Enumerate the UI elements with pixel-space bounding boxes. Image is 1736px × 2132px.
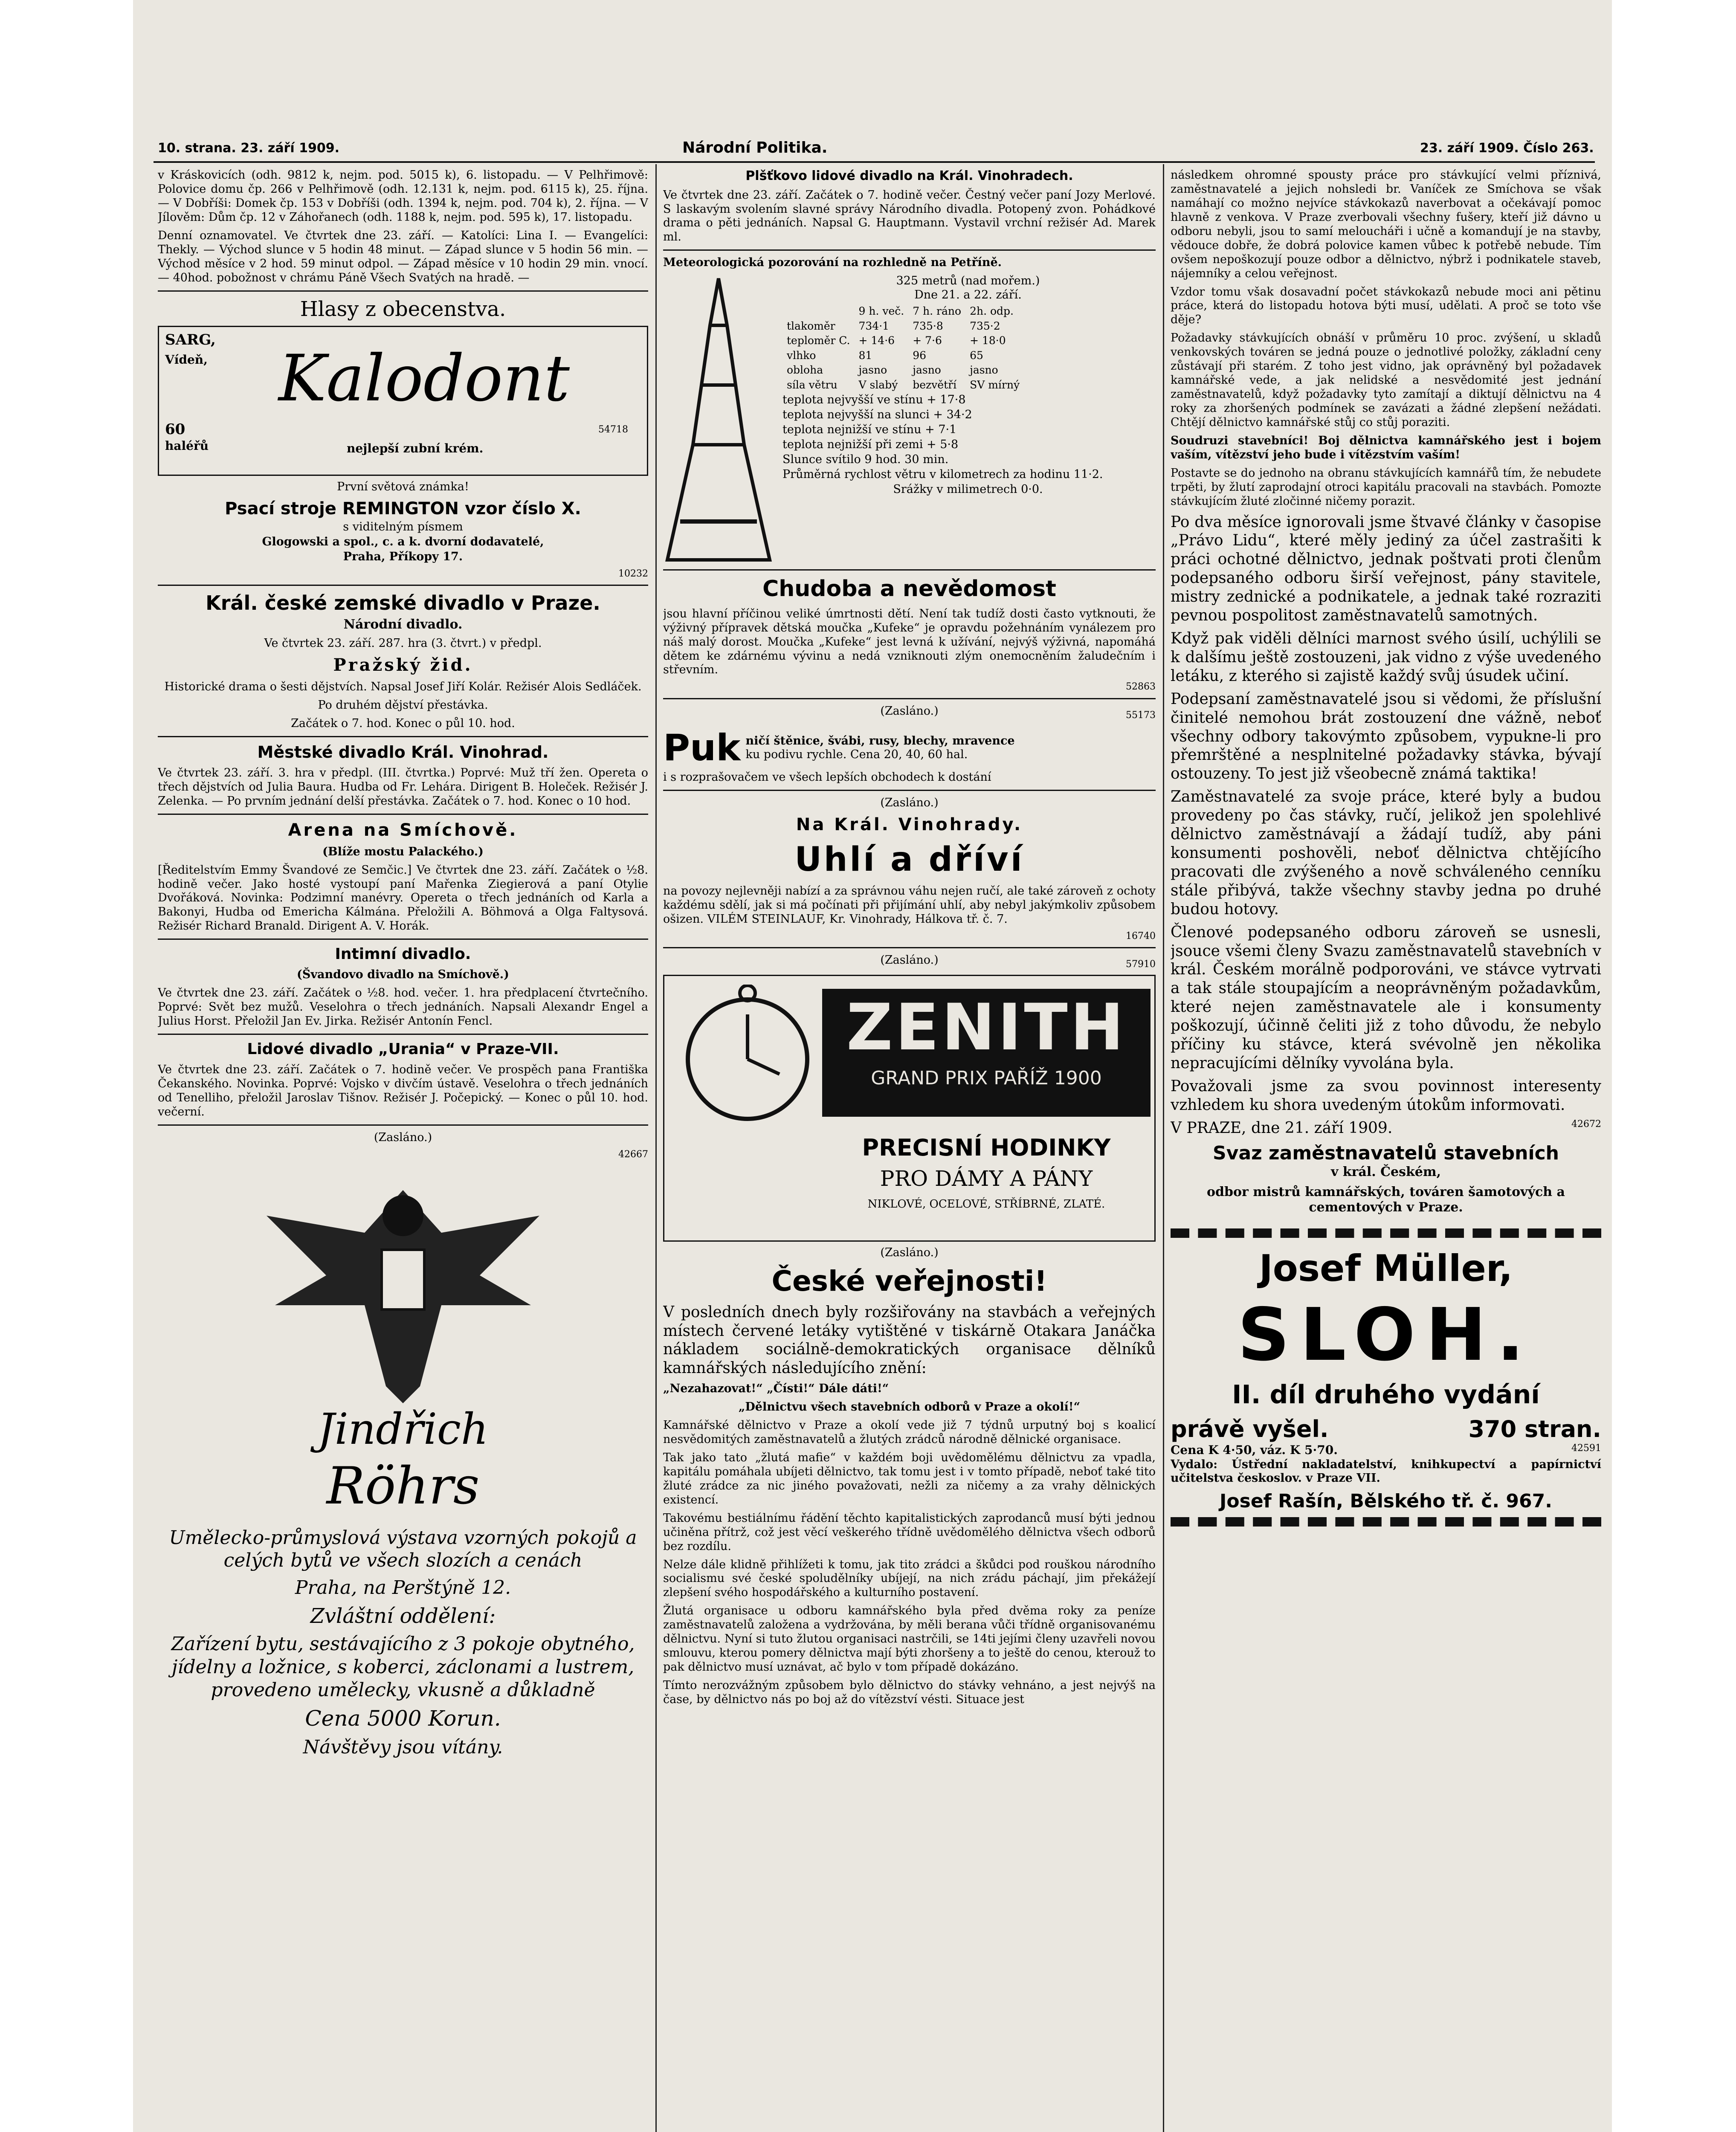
rohrs-l3: Zvláštní oddělení: — [310, 1604, 496, 1628]
rohrs-l1: Umělecko-průmyslová výstava vzorných pokojů a celých bytů ve všech slozích a cenách — [169, 1527, 637, 1572]
kral-divadlo-l3: Po druhém dějství přestávka. — [318, 698, 488, 712]
meteo-cell: + 18·0 — [970, 334, 1006, 347]
plstek-text: Ve čtvrtek dne 23. září. Začátek o 7. hodině večer. Čestný večer paní Jozy Merlové. S laskavým svolením slavné správy Národního divadla. Potopený zvon. Pohádkové drama o pěti jednáních. Napsal G. Hauptmann. Vystavil vrchní režisér Ad. Marek ml. — [663, 188, 1156, 244]
kral-divadlo-l4: Začátek o 7. hod. Konec o půl 10. hod. — [291, 716, 515, 730]
arena-sub: (Blíže mostu Palackého.) — [322, 845, 484, 858]
meteo-cell: 735·2 — [970, 319, 1000, 332]
zaslano-label: (Zasláno.) — [374, 1130, 432, 1144]
ceske-p2: Kamnářské dělnictvo v Praze a okolí vede již 7 týdnů urputný boj s koalicí nesvědomitých zaměstnavatelů a žlutých zrádců národně dělnické organisace. — [663, 1419, 1156, 1446]
meteo-wind: Průměrná rychlost větru v kilometrech za hodinu 11·2. — [783, 467, 1103, 481]
puk-l1: ničí štěnice, švábi, rusy, blechy, mravence — [745, 734, 1015, 747]
ornament-border-bottom — [1171, 1517, 1601, 1527]
divider — [663, 569, 1156, 571]
mestske-text: Ve čtvrtek 23. září. 3. hra v předpl. (III. čtvrtka.) Poprvé: Muž tří žen. Opereta o třech dějstvích od Julia Baura. Hudba od Fr. Lehára. Dirigent B. Holeček. Režisér J. Zelenka. — Po prvním jednání delší přestávka. Začátek o 7. hod. Konec o 10 hod. — [158, 766, 648, 808]
col3-p4: Soudruzi stavebníci! Boj dělnictva kamnářského jest i bojem vaším, vítězství jeho bude i vítězstvím vaším! — [1171, 434, 1601, 461]
muller-price-line — [1171, 1443, 1601, 1457]
meteo-cell: 81 — [858, 349, 872, 362]
meteo-cell: + 14·6 — [858, 334, 895, 347]
col3-p1: následkem ohromné spousty práce pro stávkující velmi příznivá, zaměstnavatelé a jejich nohsledi br. Vaníček ze Smíchova se však namáhají co možno nejvíce stávkokazů naverbovat a očekávají pomoc hlavně z venkova. V Praze zverbovali všechny fušery, kteří již dávno u odboru nebyli, jsou to samí meloucháři i učně a komandují je na stavby, vědouce dobře, že dobrá polovice kamen vůbec k potřebě nebude. Tím ovšem nepoškozují pouze odbor a dělnictvo, nýbrž i podnikatele staveb, nájemníky a celou veřejnost. — [1171, 168, 1601, 280]
kral-divadlo-play: Pražský žid. — [333, 655, 473, 675]
divider — [158, 939, 648, 940]
kalodont-sarg: SARG, — [165, 331, 216, 349]
zenith-sub: GRAND PRIX PAŘÍŽ 1900 — [871, 1067, 1102, 1089]
meteo-sun: Slunce svítilo 9 hod. 30 min. — [783, 452, 949, 466]
signature-line — [1171, 1119, 1601, 1138]
divider — [663, 790, 1156, 791]
header-right: 23. září 1909. Číslo 263. — [1420, 141, 1594, 156]
meteo-cell: jasno — [970, 364, 998, 377]
meteo-cell: vlhko — [787, 349, 816, 362]
meteo-cell: bezvětří — [913, 378, 957, 391]
rohrs-l5: Cena 5000 Korun. — [305, 1706, 501, 1731]
remington-l4: Glogowski a spol., c. a k. dvorní dodavatelé, — [262, 535, 544, 548]
divider — [158, 290, 648, 292]
meteo-cell: jasno — [913, 364, 941, 377]
ceske-p4: Takovému bestiálnímu řádění těchto kapitalistických zaprodanců musí býti jednou učiněna přítrž, což jest věcí veškerého třídně uvědomělého dělnictva všech odborů bez rozdílu. — [663, 1511, 1156, 1553]
column-divider-1 — [655, 164, 657, 2132]
signature-date: V PRAZE, dne 21. září 1909. — [1171, 1119, 1393, 1137]
column-1 — [158, 168, 648, 2132]
kalodont-viden: Vídeň, — [165, 353, 208, 367]
meteo-extra: teplota nejnižší ve stínu + 7·1 — [783, 423, 957, 437]
lidove-title: Lidové divadlo „Urania“ v Praze-VII. — [247, 1040, 559, 1058]
divider — [158, 1034, 648, 1035]
col3-p9: Zaměstnavatelé za svoje práce, které byly a budou provedeny po čas stávky, ručí, jelikož jen spolehlivé dělnictvo zaměstnávají a žádají tudíž, aby páni konsumenti poshověli, neboť dělnictva chtějícího pracovati dle zvýšeného a nově schváleného cenníku stále přibývá, takže všechny stavby jedna po druhé budou hotovy. — [1171, 788, 1601, 918]
meteo-date: Dne 21. a 22. září. — [914, 288, 1022, 302]
col3-p7: Když pak viděli dělníci marnost svého úsilí, uchýlili se k dalšímu ještě zostouzeni, jak vidno z výše uvedeného letáku, z kterého si zajistě každý svůj úsudek učiní. — [1171, 630, 1601, 685]
intimni-text: Ve čtvrtek dne 23. září. Začátek o ½8. hod. večer. 1. hra předplacení čtvrtečního. Poprvé: Svět bez mužů. Veselohra o třech jednáních. Napsali Alexandr Engel a Julius Horst. Přeložil Jan Ev. Jirka. Režisér Antonín Fencl. — [158, 986, 648, 1028]
col3-p10: Členové podepsaného odboru zároveň se usnesli, jsouce všemi členy Svazu zaměstnavatelů stavebních v král. Českém morálně podporováni, ve stávce vytrvati a tak stále stoupajícím a neoprávněným požadavkům, které nejen zaměstnavatele ale i konsumenty poškozují, účinně čeliti již z toho důvodu, že nebylo příčiny ku stávce, která svévolně jen několika nepracujícími dělníky vyvolána byla. — [1171, 923, 1601, 1072]
auction-listings: v Kráskovicích (odh. 9812 k, nejm. pod. 5015 k), 6. listopadu. — V Pelhřimově: Polovice domu čp. 266 v Pelhřimově (odh. 12.131 k, nejm. pod. 6115 k), 25. října. — V Dobříši: Domek čp. 153 v Dobříši (odh. 1394 k, nejm. pod. 704 k), 2. října. — V Jílověm: Dům čp. 12 v Záhořanech (odh. 1188 k, nejm. pod. 595 k), 17. listopadu. — [158, 168, 648, 224]
meteo-cell: teploměr C. — [787, 334, 850, 347]
muller-name: Josef Müller, — [1259, 1247, 1513, 1290]
zenith-p3: NIKLOVÉ, OCELOVÉ, STŘÍBRNÉ, ZLATÉ. — [867, 1198, 1105, 1211]
meteo-rain: Srážky v milimetrech 0·0. — [893, 482, 1043, 496]
puk-ad — [663, 726, 1156, 771]
uhli-text: na povozy nejlevněji nabízí a za správnou váhu nejen ručí, ale také zároveň z ochoty každému sdělí, jak si má počínati při přijímání uhlí, aby nebyl jakýmkoliv způsobem ošizen. VILÉM STEINLAUF, Kr. Vinohrady, Hálkova tř. č. 7. — [663, 884, 1156, 926]
col3-p8: Podepsaní zaměstnavatelé jsou si vědomi, že příslušní činitelé nemohou brát zostouzení dne vážně, neboť všechny odbory takovýmto způsobem, vypukne-li pro přemrštěné a nesplnitelné požadavky stávka, bývají ostouzeny. To jest již všeobecně známá taktika! — [1171, 690, 1601, 783]
pocket-watch-icon — [677, 985, 818, 1125]
ceske-p7: Tímto nerozvážným způsobem bylo dělnictvo do stávky vehnáno, a jest nejvýš na čase, by dělnictvo nás po boj až do vítězství vésti. Situace jest — [663, 1679, 1156, 1706]
column-divider-2 — [1163, 164, 1164, 2132]
zenith-ad — [663, 975, 1156, 1242]
signature-num: 42672 — [1571, 1118, 1601, 1130]
kral-divadlo-sub: Národní divadlo. — [343, 617, 463, 632]
remington-title: Psací stroje REMINGTON vzor číslo X. — [225, 498, 581, 519]
col3-p5: Postavte se do jednoho na obranu stávkujících kamnářů tím, že nebudete trpěti, by žlutí zaprodajní otroci kapitálu pracovali na stavbách. Pomozte stávkujícím žluté zločinné ničemy porazit. — [1171, 466, 1601, 508]
header-rule — [154, 161, 1595, 163]
divider — [663, 947, 1156, 948]
eagle-emblem — [158, 1164, 648, 1403]
rohrs-name1: Jindřich — [317, 1404, 489, 1454]
chudoba-text: jsou hlavní příčinou veliké úmrtnosti dětí. Není tak tudíž dosti často vytknouti, že výživný přípravek dětská moučka „Kufeke“ je opravdu požehnáním vynálezem pro náš malý dorost. Moučka „Kufeke“ jest levná k užívání, nejvýš výživná, napomáhá dětem ke zdárnému vývinu a nedá vzniknouti zlým onemocněním žaludečním i střevním. — [663, 607, 1156, 677]
col3-p6: Po dva měsíce ignorovali jsme štvavé články v časopise „Právo Lidu“, které měly jediný za účel zastrašiti k práci ochotné dělnictvo, jednak poštvati proti členům podepsaného odboru širší veřejnost, pány stavitele, mistry zednické a podnikatele, a jednak také rozraziti pevnou pospolitost zaměstnavatelů samotných. — [1171, 513, 1601, 625]
ornament-border-top — [1171, 1228, 1601, 1238]
kalodont-ad — [158, 326, 648, 476]
zaslano-label: (Zasláno.) — [880, 1246, 939, 1260]
zaslano-num: 57910 — [1126, 959, 1156, 970]
meteo-cell: + 7·6 — [913, 334, 942, 347]
meteo-cell: obloha — [787, 364, 823, 377]
zaslano-label: (Zasláno.) — [880, 796, 939, 809]
meteo-cell: 65 — [970, 349, 983, 362]
petrin-tower-icon — [663, 274, 774, 564]
meteo-cell: jasno — [858, 364, 887, 377]
col3-p11: Považovali jsme za svou povinnost interesenty vzhledem ku shora uvedeným útokům informovati. — [1171, 1077, 1601, 1114]
zenith-p2: PRO DÁMY A PÁNY — [880, 1166, 1093, 1191]
masthead-title: Národní Politika. — [682, 139, 828, 156]
muller-l2: 370 stran. — [1468, 1415, 1601, 1443]
divider — [158, 814, 648, 815]
remington-l3: s viditelným písmem — [343, 520, 463, 533]
plstek-title: Plšťkovo lidové divadlo na Král. Vinohradech. — [745, 168, 1073, 183]
kalodont-haleru: haléřů — [165, 439, 209, 453]
col3-p2: Vzdor tomu však dosavadní počet stávkokazů nebude moci ani pětinu práce, která do listopadu hotova býti musí, udělati. A proč se toto vše děje? — [1171, 285, 1601, 327]
arena-title: Arena na Smíchově. — [288, 820, 518, 840]
zenith-brand: ZENITH — [846, 991, 1127, 1065]
kral-divadlo-l2: Historické drama o šesti dějstvích. Napsal Josef Jiří Kolár. Režisér Alois Sedláček. — [164, 680, 642, 693]
meteo-block — [663, 274, 1156, 564]
ceske-title: České veřejnosti! — [771, 1265, 1047, 1298]
chudoba-num: 52863 — [1126, 681, 1156, 692]
divider — [663, 698, 1156, 699]
col3-p3: Požadavky stávkujících obnáší v průměru 10 proc. zvýšení, u skladů venkovských továren se jedná pouze o jednotlivé položky, základní ceny zůstávají při starém. Z toho jest vidno, jak oprávněný byl požadavek kamnářské vede, a jak nelidské a nesvědomité jest jednání zaměstnavatelů, když požadavky tyto zamítají a diktují dělnictvu na 4 roky za zhoršených podmínek se zavázati a žádné zlepšení nežádati. Chtějí dělnictvo kamnářské stůj co stůj poraziti. — [1171, 331, 1601, 429]
uhli-title: Uhlí a dříví — [794, 840, 1024, 879]
meteo-extra: teplota nejnižší při zemi + 5·8 — [783, 437, 959, 451]
kalodont-num: 54718 — [598, 424, 628, 435]
divider — [158, 736, 648, 737]
ceske-p5: Nelze dále klidně přihlížeti k tomu, jak tito zrádci a škůdci pod rouškou národního socialismu své české spoludělníky ubíjejí, na nich zrádu páchají, jim překážejí zlepšení svého hospodářského a kulturního postavení. — [663, 1558, 1156, 1599]
arena-text: [Ředitelstvím Emmy Švandové ze Semčic.] Ve čtvrtek dne 23. září. Začátek o ½8. hodině večer. Jako hosté vystoupí paní Mařenka Ziegierová a paní Otylie Dvořáková. Novinka: Podzimní manévry. Opereta o třech jednáních od Karla a Bakonyi, Hudba od Emericha Kálmána. Přeložili A. Böhmová a Olga Faltysová. Režisér Richard Branald. Dirigent A. V. Horák. — [158, 863, 648, 933]
meteo-cell: 734·1 — [858, 319, 890, 332]
puk-brand: Puk — [663, 727, 741, 769]
column-2 — [663, 168, 1156, 2132]
kalodont-logo: Kalodont — [278, 342, 570, 416]
meteo-cell: 735·8 — [913, 319, 943, 332]
meteo-alt: 325 metrů (nad mořem.) — [896, 274, 1040, 288]
zenith-p1: PRECISNÍ HODINKY — [862, 1134, 1111, 1162]
svaz-odbor: odbor mistrů kamnářských, továren šamotových a cementových v Praze. — [1207, 1184, 1565, 1215]
divider — [158, 585, 648, 586]
zaslano-num: 42667 — [618, 1149, 648, 1160]
kalodont-slogan: nejlepší zubní krém. — [347, 441, 484, 456]
kalodont-price: 60 — [165, 421, 185, 438]
zaslano-num: 55173 — [1126, 710, 1156, 721]
svaz-sub: v král. Českém, — [1330, 1164, 1441, 1180]
meteo-cell: V slabý — [858, 378, 898, 391]
meteo-col: 7 h. ráno — [913, 305, 962, 318]
lidove-text: Ve čtvrtek dne 23. září. Začátek o 7. hodině večer. Ve prospěch pana Františka Čekanského. Novinka. Poprvé: Vojsko v divčím ústavě. Veselohra o třech jednáních od Tenelliho, přeložil Jaroslav Tišnov. Režisér J. Počepický. — Konec o půl 10. hod. večerní. — [158, 1063, 648, 1118]
meteo-cell: tlakoměr — [787, 319, 835, 332]
muller-line — [1171, 1415, 1601, 1443]
section-heading-hlasy: Hlasy z obecenstva. — [300, 297, 506, 321]
daily-notice: Denní oznamovatel. Ve čtvrtek dne 23. září. — Katolíci: Lina I. — Evangelíci: Thekly. — Východ slunce v 5 hodin 48 minut. — Západ slunce v 5 hodin 56 min. — Východ měsíce v 2 hod. 59 minut odpol. — Západ měsíce v 10 hodin 29 min. vnocí. — 40hod. pobožnost v chrámu Páně Všech Svatých na hradě. — — [158, 229, 648, 284]
ceske-quotes: „Nezahazovat!“ „Čísti!“ Dále dáti!“ — [663, 1382, 889, 1396]
muller-part: II. díl druhého vydání — [1232, 1380, 1540, 1410]
meteo-col: 9 h. več. — [858, 305, 904, 318]
meteo-table — [783, 304, 1024, 392]
svaz-title: Svaz zaměstnavatelů stavebních — [1213, 1142, 1559, 1164]
mestske-title: Městské divadlo Král. Vinohrad. — [257, 742, 549, 762]
rohrs-l2: Praha, na Perštýně 12. — [295, 1577, 511, 1599]
meteo-title: Meteorologická pozorování na rozhledně na Petříně. — [663, 256, 1002, 269]
header-left: 10. strana. 23. září 1909. — [158, 141, 339, 156]
rohrs-l6: Návštěvy jsou vítány. — [303, 1736, 503, 1758]
rohrs-name2: Röhrs — [326, 1457, 480, 1516]
kral-divadlo-l1: Ve čtvrtek 23. září. 287. hra (3. čtvrt.) v předpl. — [264, 637, 542, 650]
muller-l1: právě vyšel. — [1171, 1415, 1329, 1443]
remington-l5: Praha, Příkopy 17. — [343, 550, 463, 563]
zaslano-label: (Zasláno.) — [880, 704, 939, 718]
meteo-col: 2h. odp. — [970, 305, 1014, 318]
muller-title: SLOH. — [1237, 1292, 1535, 1377]
remington-num: 10232 — [618, 568, 648, 579]
muller-publisher: Josef Rašín, Bělského tř. č. 967. — [1220, 1490, 1552, 1512]
divider — [663, 249, 1156, 251]
uhli-top: Na Král. Vinohrady. — [796, 814, 1023, 834]
muller-num: 42591 — [1571, 1443, 1601, 1454]
ceske-p3: Tak jako tato „žlutá mafie“ v každém boji uvědomělému dělnictvu za vpadla, kapitálu pomáhala ubíjeti dělnictvo, tak tomu jest i v tomto případě, neboť také tito žluté zrádce za nic jiného považovati, nežli za ničemy a za vrahy dělnických existencí. — [663, 1451, 1156, 1506]
muller-price: Cena K 4·50, váz. K 5·70. — [1171, 1443, 1338, 1457]
ceske-p6: Žlutá organisace u odboru kamnářského byla před dvěma roky za peníze zaměstnavatelů založena a vydržována, by měli berana vůči třídně organisovanému dělnictvu. Nyní si tuto žlutou organisaci nastrčili, se 14ti jejími členy uzavřeli novou smlouvu, kterou pomery dělnictva mají býti zhoršeny a to ještě do cenou, kterouž to pak dělnictvo musí uznávat, ač bylo v tom případě dokázáno. — [663, 1604, 1156, 1674]
puk-l2: ku podivu rychle. Cena 20, 40, 60 hal. — [745, 748, 968, 762]
column-3 — [1171, 168, 1601, 2132]
meteo-cell: 96 — [913, 349, 927, 362]
muller-pub: Vydalo: Ústřední nakladatelství, knihkupectví a papírnictví učitelstva českoslov. v Praze VII. — [1171, 1457, 1601, 1485]
puk-l3: i s rozprašovačem ve všech lepších obchodech k dostání — [663, 770, 991, 784]
chudoba-title: Chudoba a nevědomost — [762, 576, 1056, 602]
meteo-cell: SV mírný — [970, 378, 1020, 391]
meteo-extra: teplota nejvyšší na slunci + 34·2 — [783, 408, 972, 422]
divider — [158, 1124, 648, 1126]
meteo-cell: síla větru — [787, 378, 838, 391]
zenith-banner — [822, 989, 1151, 1117]
zaslano-label: (Zasláno.) — [880, 953, 939, 967]
uhli-num: 16740 — [1126, 930, 1156, 941]
rohrs-l4: Zařízení bytu, sestávajícího z 3 pokoje obytného, jídelny a ložnice, s koberci, záclonami a lustrem, provedeno umělecky, vkusně a důkladně — [171, 1633, 635, 1701]
remington-l1: První světová známka! — [337, 480, 469, 494]
ceske-sub: „Dělnictvu všech stavebních odborů v Praze a okolí!“ — [738, 1400, 1081, 1414]
eagle-icon — [241, 1164, 565, 1403]
meteo-extra: teplota nejvyšší ve stínu + 17·8 — [783, 393, 966, 407]
kral-divadlo-title: Král. české zemské divadlo v Praze. — [206, 591, 600, 615]
intimni-sub: (Švandovo divadlo na Smíchově.) — [297, 968, 509, 982]
intimni-title: Intimní divadlo. — [335, 945, 471, 963]
ceske-p1: V posledních dnech byly rozšiřovány na stavbách a veřejných místech červené letáky vytištěné v tiskárně Otakara Janáčka nákladem sociálně-demokratických organisace dělníků kamnářských následujícího znění: — [663, 1303, 1156, 1377]
